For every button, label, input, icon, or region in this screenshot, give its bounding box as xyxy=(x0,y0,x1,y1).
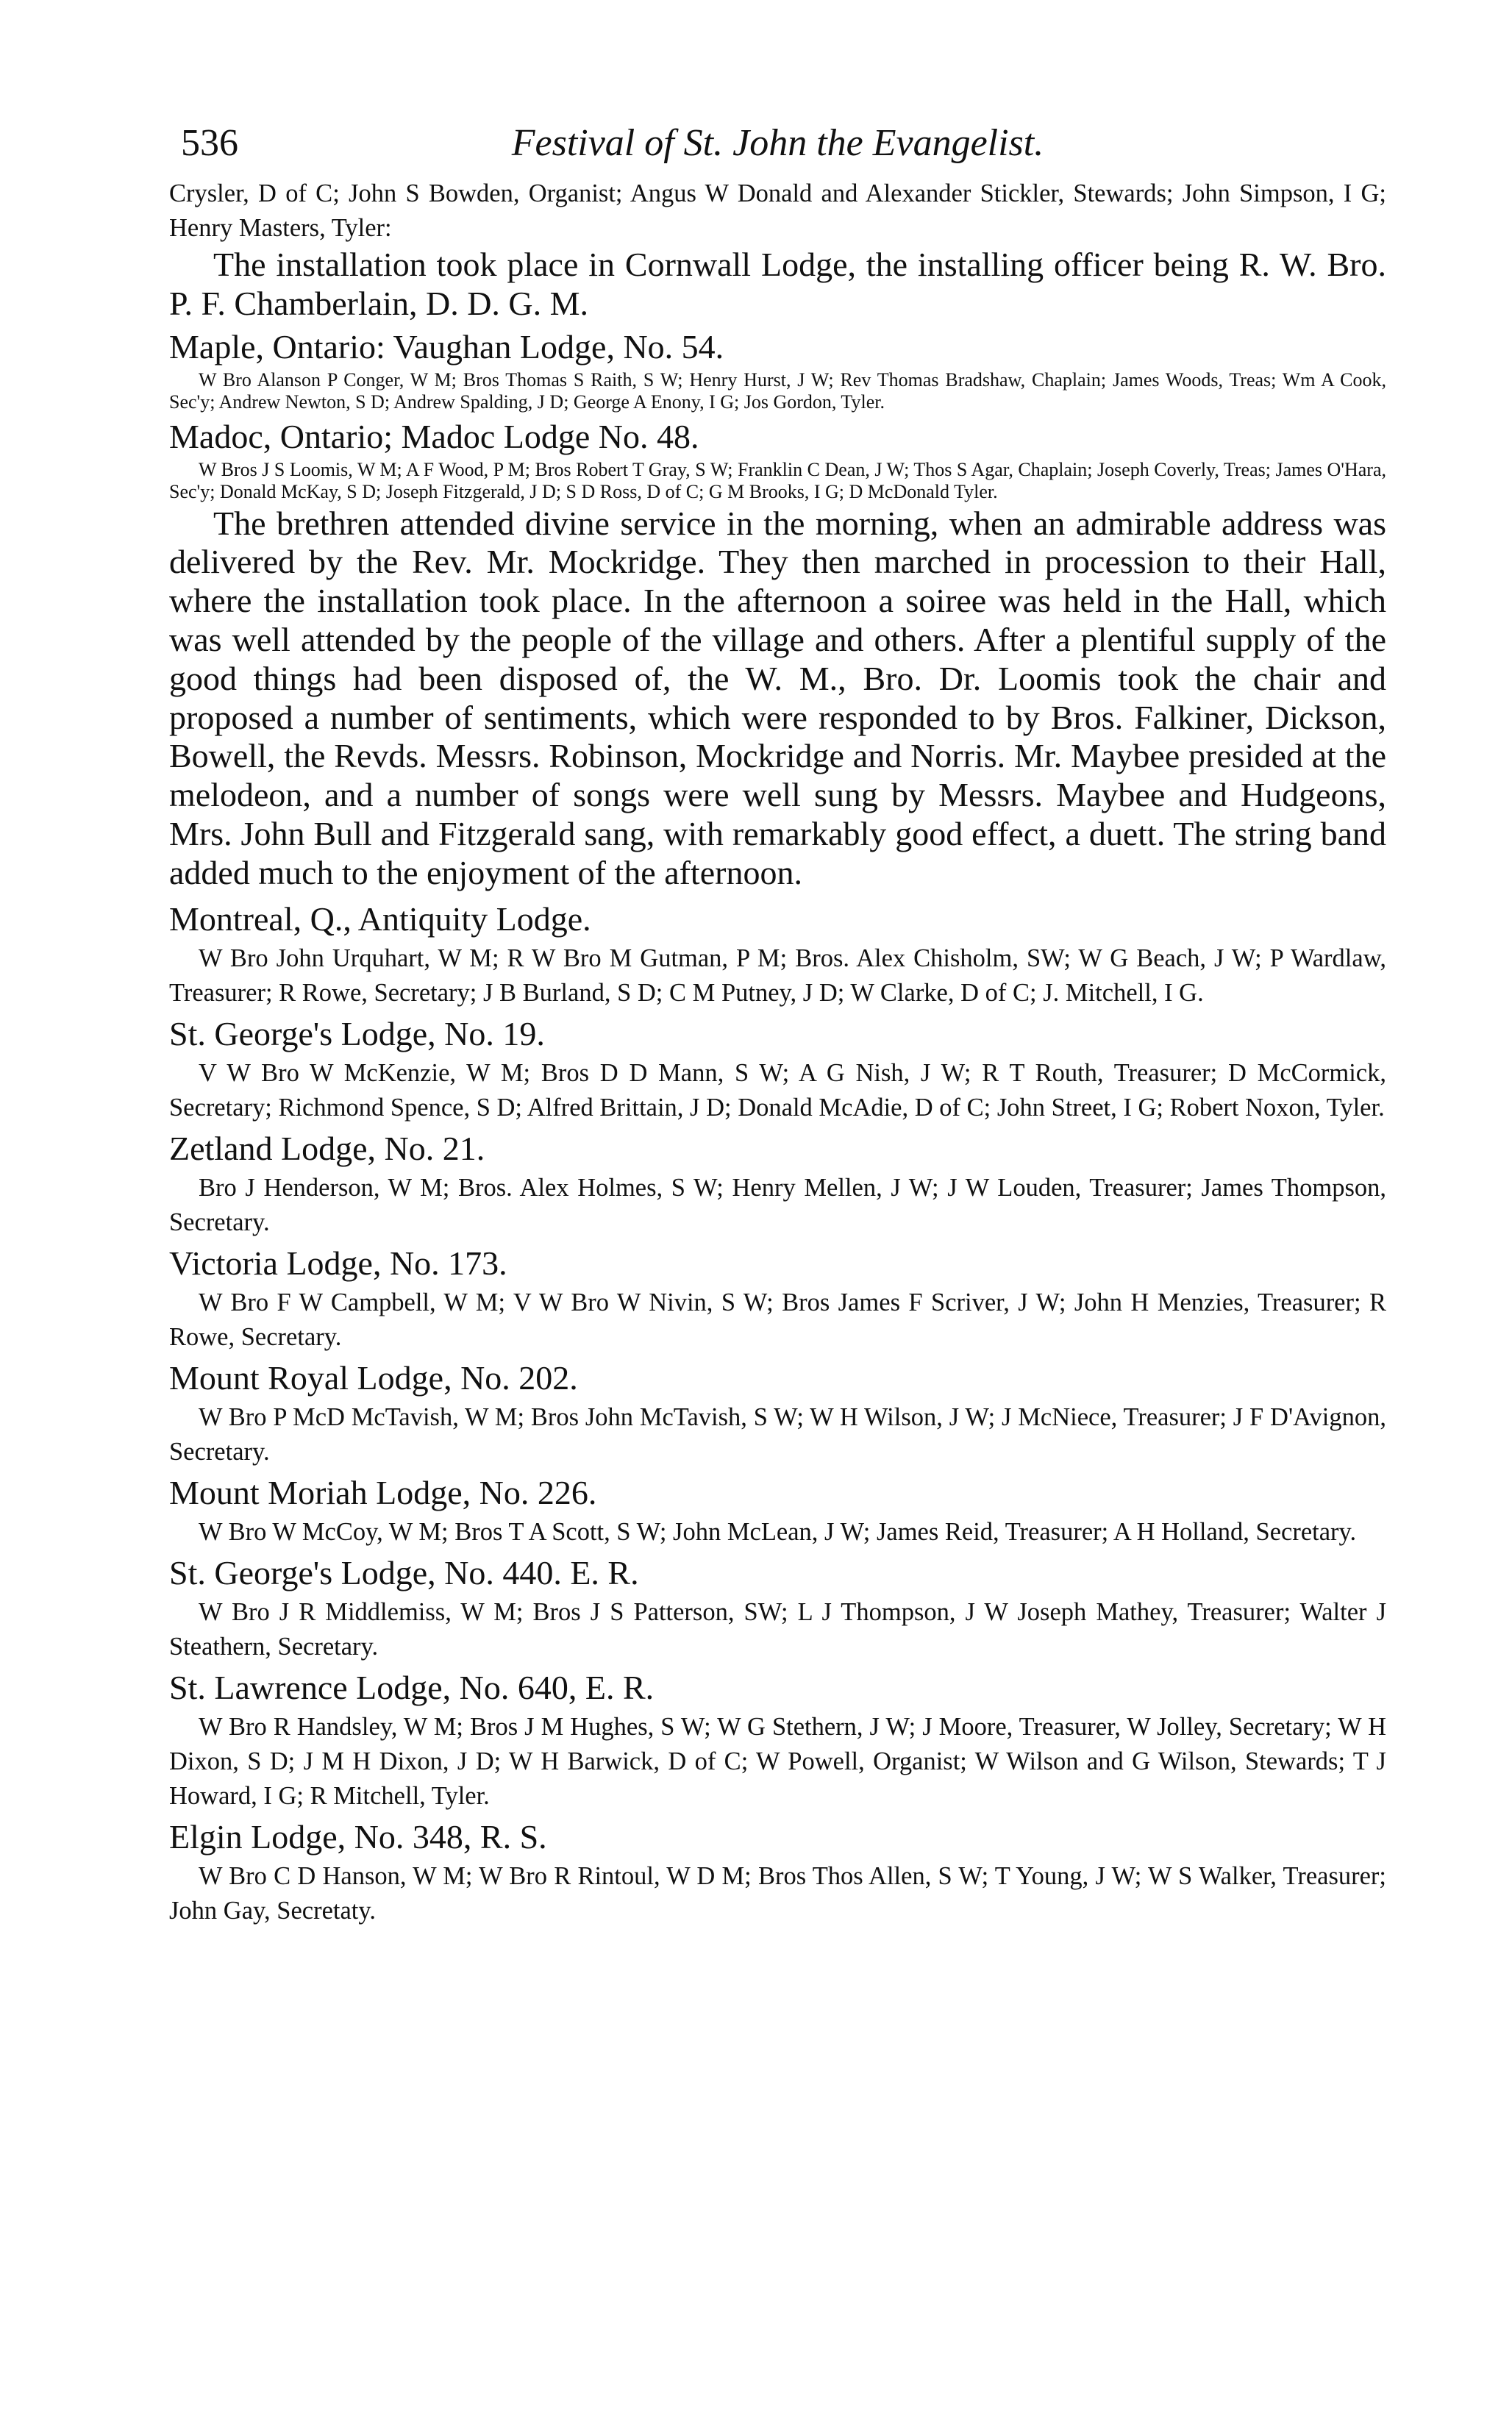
installation-paragraph: The installation took place in Cornwall Lodge, the installing officer being R. W. Bro. P. F. Chamberlain, D. D. G. M. xyxy=(169,246,1386,322)
lodge-heading-mount-moriah: Mount Moriah Lodge, No. 226. xyxy=(169,1473,597,1511)
lodge-heading-victoria: Victoria Lodge, No. 173. xyxy=(169,1244,507,1282)
lodge-officers-antiquity: W Bro John Urquhart, W M; R W Bro M Gutman, P M; Bros. Alex Chisholm, SW; W G Beach, J W; P Wardlaw, Treasurer; R Rowe, Secretary; J B Burland, S D; C M Putney, J D; W Clarke, D of C; J. Mitchell, I G. xyxy=(169,944,1386,1007)
lodge-officers-madoc: W Bros J S Loomis, W M; A F Wood, P M; Bros Robert T Gray, S W; Franklin C Dean, J W; Thos S Agar, Chaplain; Joseph Coverly, Treas; James O'Hara, Sec'y; Donald McKay, S D; Joseph Fitzgerald, J D; S D Ross, D of C; G M Brooks, I G; D McDonald Tyler. xyxy=(169,458,1386,502)
lodge-heading-elgin: Elgin Lodge, No. 348, R. S. xyxy=(169,1817,547,1856)
running-title: Festival of St. John the Evangelist. xyxy=(511,122,1044,164)
lodge-officers-elgin: W Bro C D Hanson, W M; W Bro R Rintoul, W D M; Bros Thos Allen, S W; T Young, J W; W S Walker, Treasurer; John Gay, Secretaty. xyxy=(169,1861,1386,1925)
lodge-officers-mount-royal: W Bro P McD McTavish, W M; Bros John McTavish, S W; W H Wilson, J W; J McNiece, Treasurer; J F D'Avignon, Secretary. xyxy=(169,1402,1386,1466)
lodge-heading-st-georges-19: St. George's Lodge, No. 19. xyxy=(169,1014,545,1052)
lodge-heading-st-georges-440: St. George's Lodge, No. 440. E. R. xyxy=(169,1553,639,1591)
page-header xyxy=(169,118,1386,177)
page-number: 536 xyxy=(181,122,238,164)
lodge-officers-victoria: W Bro F W Campbell, W M; V W Bro W Nivin, S W; Bros James F Scriver, J W; John H Menzies, Treasurer; R Rowe, Secretary. xyxy=(169,1288,1386,1351)
roster-continued: Crysler, D of C; John S Bowden, Organist; Angus W Donald and Alexander Stickler, Stewards; John Simpson, I G; Henry Masters, Tyler: xyxy=(169,179,1386,242)
lodge-officers-st-lawrence: W Bro R Handsley, W M; Bros J M Hughes, S W; W G Stethern, J W; J Moore, Treasurer, W Jolley, Secretary; W H Dixon, S D; J M H Dixon, J D; W H Barwick, D of C; W Powell, Organist; W Wilson and G Wilson, Stewards; T J Howard, I G; R Mitchell, Tyler. xyxy=(169,1712,1386,1810)
lodge-officers-zetland: Bro J Henderson, W M; Bros. Alex Holmes, S W; Henry Mellen, J W; J W Louden, Treasurer; James Thompson, Secretary. xyxy=(169,1173,1386,1236)
lodge-heading-mount-royal: Mount Royal Lodge, No. 202. xyxy=(169,1358,578,1397)
book-page xyxy=(169,118,1386,1928)
lodge-officers-st-georges-19: V W Bro W McKenzie, W M; Bros D D Mann, S W; A G Nish, J W; R T Routh, Treasurer; D McCormick, Secretary; Richmond Spence, S D; Alfred Brittain, J D; Donald McAdie, D of C; John Street, I G; Robert Noxon, Tyler. xyxy=(169,1058,1386,1122)
lodge-heading-vaughan: Maple, Ontario: Vaughan Lodge, No. 54. xyxy=(169,327,724,366)
lodge-officers-st-georges-440: W Bro J R Middlemiss, W M; Bros J S Patterson, SW; L J Thompson, J W Joseph Mathey, Treasurer; Walter J Steathern, Secretary. xyxy=(169,1597,1386,1661)
lodge-heading-madoc: Madoc, Ontario; Madoc Lodge No. 48. xyxy=(169,417,699,455)
lodge-officers-vaughan: W Bro Alanson P Conger, W M; Bros Thomas S Raith, S W; Henry Hurst, J W; Rev Thomas Bradshaw, Chaplain; James Woods, Treas; Wm A Cook, Sec'y; Andrew Newton, S D; Andrew Spalding, J D; George A Enony, I G; Jos Gordon, Tyler. xyxy=(169,368,1386,413)
lodge-heading-zetland: Zetland Lodge, No. 21. xyxy=(169,1129,485,1167)
lodge-heading-st-lawrence: St. Lawrence Lodge, No. 640, E. R. xyxy=(169,1668,655,1706)
madoc-narrative: The brethren attended divine service in the morning, when an admirable address was delivered by the Rev. Mr. Mockridge. They then marched in procession to their Hall, where the installation took place. In the afternoon a soiree was held in the Hall, which was well attended by the people of the village and others. After a plentiful supply of the good things had been disposed of, the W. M., Bro. Dr. Loomis took the chair and proposed a number of sentiments, which were responded to by Bros. Falkiner, Dickson, Bowell, the Revds. Messrs. Robinson, Mockridge and Norris. Mr. Maybee presided at the melodeon, and a number of songs were well sung by Messrs. Maybee and Hudgeons, Mrs. John Bull and Fitzgerald sang, with remarkably good effect, a duett. The string band added much to the enjoyment of the afternoon. xyxy=(169,504,1386,891)
lodge-officers-mount-moriah: W Bro W McCoy, W M; Bros T A Scott, S W; John McLean, J W; James Reid, Treasurer; A H Holland, Secretary. xyxy=(199,1517,1357,1546)
lodge-heading-antiquity: Montreal, Q., Antiquity Lodge. xyxy=(169,899,591,938)
